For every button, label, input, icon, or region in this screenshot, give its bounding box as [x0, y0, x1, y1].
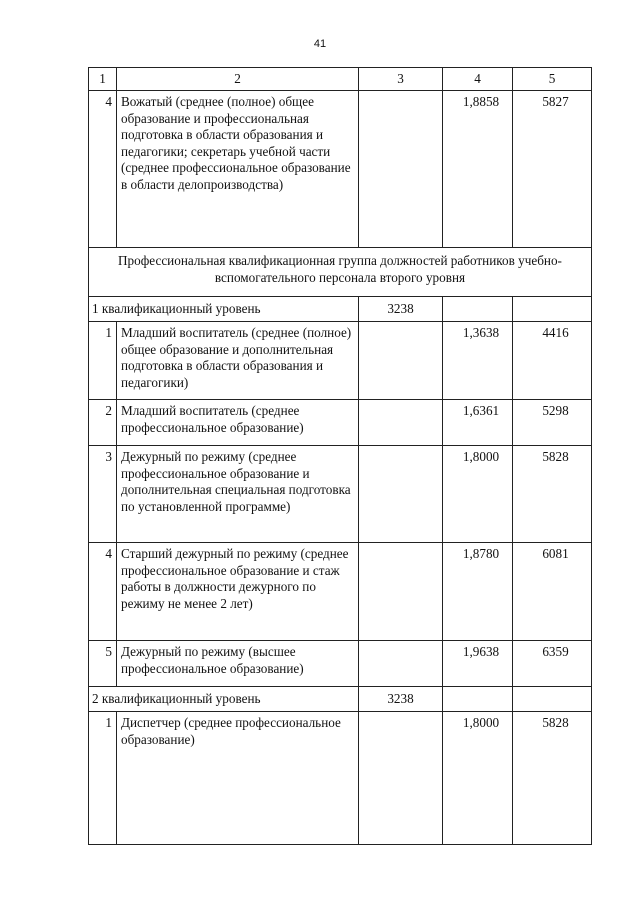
- coefficient-cell: 1,8858: [443, 91, 513, 248]
- coefficient-cell: 1,8780: [443, 543, 513, 641]
- level-base-salary: 3238: [359, 297, 443, 322]
- header-cell-2: 2: [117, 68, 359, 91]
- empty-cell: [513, 687, 592, 712]
- base-salary-cell: [359, 446, 443, 543]
- page-number: 41: [313, 38, 327, 50]
- position-cell: Диспетчер (среднее профессиональное образование): [117, 712, 359, 845]
- salary-cell: 5298: [513, 400, 592, 446]
- coefficient-cell: 1,9638: [443, 641, 513, 687]
- row-number: 4: [89, 543, 117, 641]
- coefficient-cell: 1,3638: [443, 322, 513, 400]
- table-row: [89, 641, 592, 687]
- row-number: 1: [89, 712, 117, 845]
- row-number: 2: [89, 400, 117, 446]
- salary-cell: 5828: [513, 446, 592, 543]
- table-row: [89, 322, 592, 400]
- base-salary-cell: [359, 400, 443, 446]
- coefficient-cell: 1,8000: [443, 446, 513, 543]
- row-number: 1: [89, 322, 117, 400]
- row-number: 4: [89, 91, 117, 248]
- group-title: Профессиональная квалификационная группа должностей работников учебно-вспомогательного персонала второго уровня: [89, 248, 592, 297]
- level-label: 1 квалификационный уровень: [89, 297, 359, 322]
- level-row: [89, 297, 592, 322]
- coefficient-cell: 1,6361: [443, 400, 513, 446]
- position-cell: Вожатый (среднее (полное) общее образование и профессиональная подготовка в области образования и педагогики; секретарь учебной части (среднее профессиональное образование в области делопроизводства): [117, 91, 359, 248]
- base-salary-cell: [359, 712, 443, 845]
- salary-cell: 4416: [513, 322, 592, 400]
- header-cell-3: 3: [359, 68, 443, 91]
- salary-cell: 6359: [513, 641, 592, 687]
- empty-cell: [443, 297, 513, 322]
- level-row: [89, 687, 592, 712]
- table-row: [89, 400, 592, 446]
- table-header-row: [89, 68, 592, 91]
- group-title-row: [89, 248, 592, 297]
- salary-cell: 5828: [513, 712, 592, 845]
- position-cell: Младший воспитатель (среднее профессиональное образование): [117, 400, 359, 446]
- level-base-salary: 3238: [359, 687, 443, 712]
- empty-cell: [513, 297, 592, 322]
- base-salary-cell: [359, 543, 443, 641]
- base-salary-cell: [359, 91, 443, 248]
- row-number: 3: [89, 446, 117, 543]
- empty-cell: [443, 687, 513, 712]
- salary-table: [88, 67, 592, 845]
- base-salary-cell: [359, 322, 443, 400]
- table-row: [89, 712, 592, 845]
- header-cell-5: 5: [513, 68, 592, 91]
- header-cell-4: 4: [443, 68, 513, 91]
- coefficient-cell: 1,8000: [443, 712, 513, 845]
- position-cell: Старший дежурный по режиму (среднее профессиональное образование и стаж работы в должности дежурного по режиму не менее 2 лет): [117, 543, 359, 641]
- row-number: 5: [89, 641, 117, 687]
- level-label: 2 квалификационный уровень: [89, 687, 359, 712]
- table-row: [89, 91, 592, 248]
- position-cell: Дежурный по режиму (среднее профессиональное образование и дополнительная специальная подготовка по установленной программе): [117, 446, 359, 543]
- header-cell-1: 1: [89, 68, 117, 91]
- salary-cell: 5827: [513, 91, 592, 248]
- position-cell: Дежурный по режиму (высшее профессиональное образование): [117, 641, 359, 687]
- table-row: [89, 446, 592, 543]
- position-cell: Младший воспитатель (среднее (полное) общее образование и дополнительная подготовка в области образования и педагогики): [117, 322, 359, 400]
- table-row: [89, 543, 592, 641]
- salary-cell: 6081: [513, 543, 592, 641]
- base-salary-cell: [359, 641, 443, 687]
